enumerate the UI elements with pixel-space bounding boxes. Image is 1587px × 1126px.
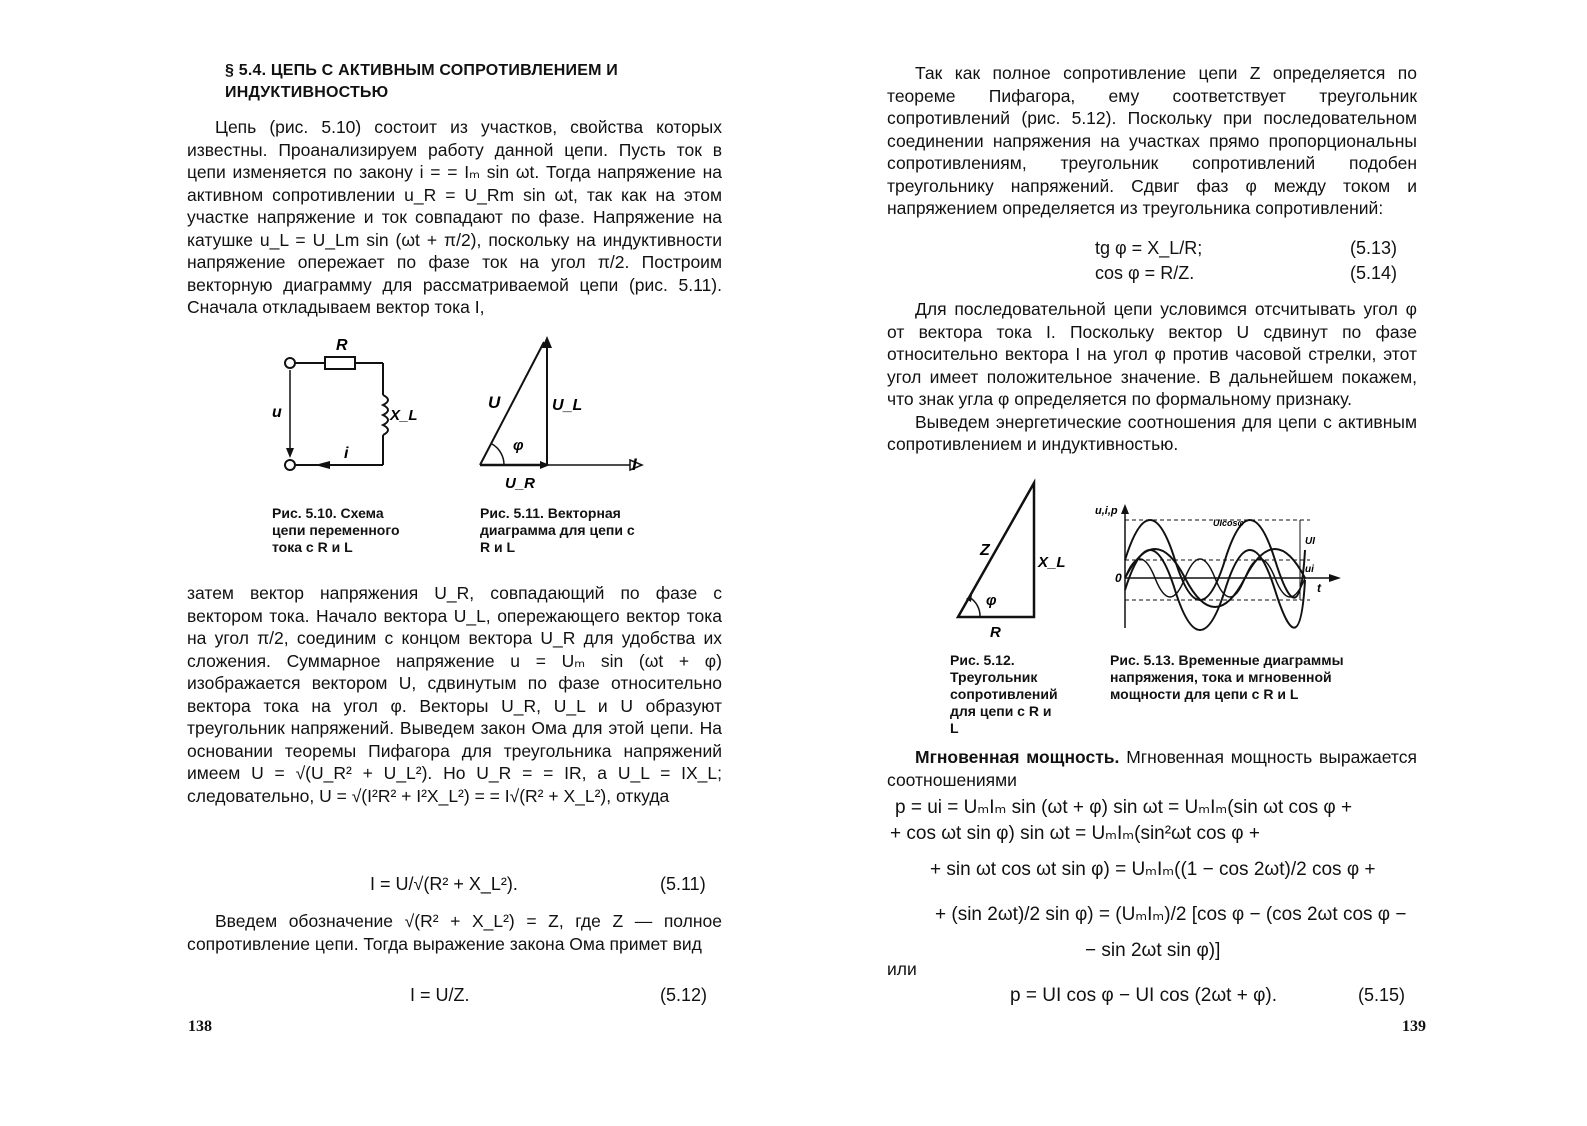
equation-5-15: p = UI cos φ − UI cos (2ωt + φ). [1010, 985, 1278, 1006]
label-r: R [990, 624, 1001, 641]
label-xl: X_L [1038, 554, 1066, 571]
equation-number-5-11: (5.11) [660, 874, 706, 894]
left-paragraph-1 [187, 116, 722, 319]
equation-power-line-5: − sin 2ωt sin φ)] [1085, 940, 1221, 961]
equation-number-5-13: (5.13) [1350, 238, 1398, 258]
paragraph-bold-lead: Мгновенная мощность. [915, 747, 1120, 767]
equation-5-14: cos φ = R/Z. [1095, 263, 1195, 283]
label-ui-amplitude: UI [1305, 536, 1315, 547]
label-zero: 0 [1115, 571, 1122, 585]
paragraph-text: Цепь (рис. 5.10) состоит из участков, свойства которых известны. Проанализируем работу данной цепи. Пусть ток в цепи изменяется по закону i = = Iₘ sin ωt. Тогда напряжение на активном сопротивлении u_R = U_Rm sin ωt, так как на этом участке напряжение и ток совпадают по фазе. Напряжение на катушке u_L = U_Lm sin (ωt + π/2), поскольку на индуктивности напряжение опережает по фазе ток на угол π/2. Построим векторную диаграмму для рассматриваемой цепи (рис. 5.11). Сначала откладываем вектор тока I, [187, 117, 722, 317]
label-ui-product: ui [1305, 564, 1314, 575]
equation-power-line-2: + cos ωt sin φ) sin ωt = UₘIₘ(sin²ωt cos φ + [890, 823, 1260, 844]
equation-power-line-3: + sin ωt cos ωt sin φ) = UₘIₘ((1 − cos 2ωt)/2 cos φ + [930, 859, 1376, 880]
equation-number-5-15: (5.15) [1358, 985, 1406, 1005]
label-r: R [336, 337, 348, 354]
word-or: или [887, 959, 917, 979]
label-u: U [488, 393, 501, 412]
right-paragraph-2 [887, 298, 1417, 456]
right-paragraph-4 [887, 746, 1417, 791]
right-paragraph-1 [887, 62, 1417, 220]
paragraph-text: Так как полное сопротивление цепи Z определяется по теореме Пифагора, ему соответствует треугольник сопротивлений (рис. 5.12). Поскольку при последовательном соединении напряжения на участках прямо пропорциональны сопротивлениям, треугольник сопротивлений подобен треугольнику напряжений. Сдвиг фаз φ между током и напряжением определяется из треугольника сопротивлений: [887, 63, 1417, 218]
label-ur: U_R [505, 475, 536, 492]
caption-5-11: Рис. 5.11. Векторная диаграмма для цепи с R и L [480, 505, 635, 555]
caption-5-12: Рис. 5.12. Треугольник сопротивлений для цепи с R и L [950, 652, 1058, 736]
label-y-axis: u,i,p [1095, 505, 1118, 517]
equation-power-line-4: + (sin 2ωt)/2 sin φ) = (UₘIₘ)/2 [cos φ − (cos 2ωt cos φ − [935, 904, 1407, 925]
label-ui-cos: UIcosφ [1213, 518, 1244, 528]
paragraph-text: Введем обозначение √(R² + X_L²) = Z, где Z — полное сопротивление цепи. Тогда выражение закона Ома примет вид [187, 911, 722, 954]
figure-5-12-resistance-triangle [950, 475, 1070, 645]
figure-5-10-circuit [260, 330, 418, 480]
equation-number-5-12: (5.12) [660, 985, 708, 1005]
page-number-left: 138 [188, 1018, 212, 1035]
paragraph-text: затем вектор напряжения U_R, совпадающий по фазе с вектором тока. Начало вектора U_L, опережающего вектор тока на угол π/2, соединим с концом вектора U_R для удобства их сложения. Суммарное напряжение u = Uₘ sin (ωt + φ) изображается вектором U, сдвинутым по фазе относительно вектора тока на угол φ. Векторы U_R, U_L и U образуют треугольник напряжений. Выведем закон Ома для этой цепи. На основании теоремы Пифагора для треугольника напряжений имеем U = √(U_R² + U_L²). Но U_R = = IR, а U_L = IX_L; следовательно, U = √(I²R² + I²X_L²) = = I√(R² + X_L²), откуда [187, 583, 722, 806]
equation-5-13: tg φ = X_L/R; [1095, 238, 1203, 258]
equation-5-11: I = U/√(R² + X_L²). [370, 874, 518, 894]
section-heading: § 5.4. ЦЕПЬ С АКТИВНЫМ СОПРОТИВЛЕНИЕМ И ИНДУКТИВНОСТЬЮ [225, 62, 618, 101]
paragraph-text: Мгновенная мощность выражается соотношениями [887, 747, 1417, 790]
left-paragraph-2 [187, 582, 722, 807]
label-z: Z [980, 542, 990, 559]
equation-power-line-1: p = ui = UₘIₘ sin (ωt + φ) sin ωt = UₘIₘ(sin ωt cos φ + [895, 797, 1353, 818]
label-t: t [1317, 581, 1321, 595]
right-page [790, 0, 1587, 1126]
equation-5-12: I = U/Z. [410, 985, 470, 1005]
paragraph-text: Для последовательной цепи условимся отсчитывать угол φ от вектора тока I. Поскольку вектор U сдвинут по фазе относительно вектора I на угол φ против часовой стрелки, этот угол имеет положительное значение. В дальнейшем покажем, что знак угла φ определяется по формальному признаку. [887, 299, 1417, 409]
label-i: i [344, 445, 349, 462]
label-phi: φ [513, 437, 524, 454]
caption-5-13: Рис. 5.13. Временные диаграммы напряжения, тока и мгновенной мощности для цепи с R и L [1110, 652, 1344, 702]
label-ul: U_L [552, 397, 583, 414]
left-page [0, 0, 790, 1126]
left-paragraph-3 [187, 910, 722, 955]
label-i: I [632, 455, 637, 474]
label-u: u [272, 404, 282, 421]
label-xl: X_L [390, 407, 418, 424]
paragraph-text: Выведем энергетические соотношения для цепи с активным сопротивлением и индуктивностью. [887, 411, 1417, 454]
caption-5-10: Рис. 5.10. Схема цепи переменного тока с R и L [272, 505, 400, 555]
label-phi: φ [986, 592, 997, 609]
page-number-right: 139 [1402, 1018, 1426, 1035]
equation-number-5-14: (5.14) [1350, 263, 1398, 283]
figure-5-13-time-diagrams [1095, 500, 1355, 635]
figure-5-11-vector-diagram [470, 330, 650, 495]
